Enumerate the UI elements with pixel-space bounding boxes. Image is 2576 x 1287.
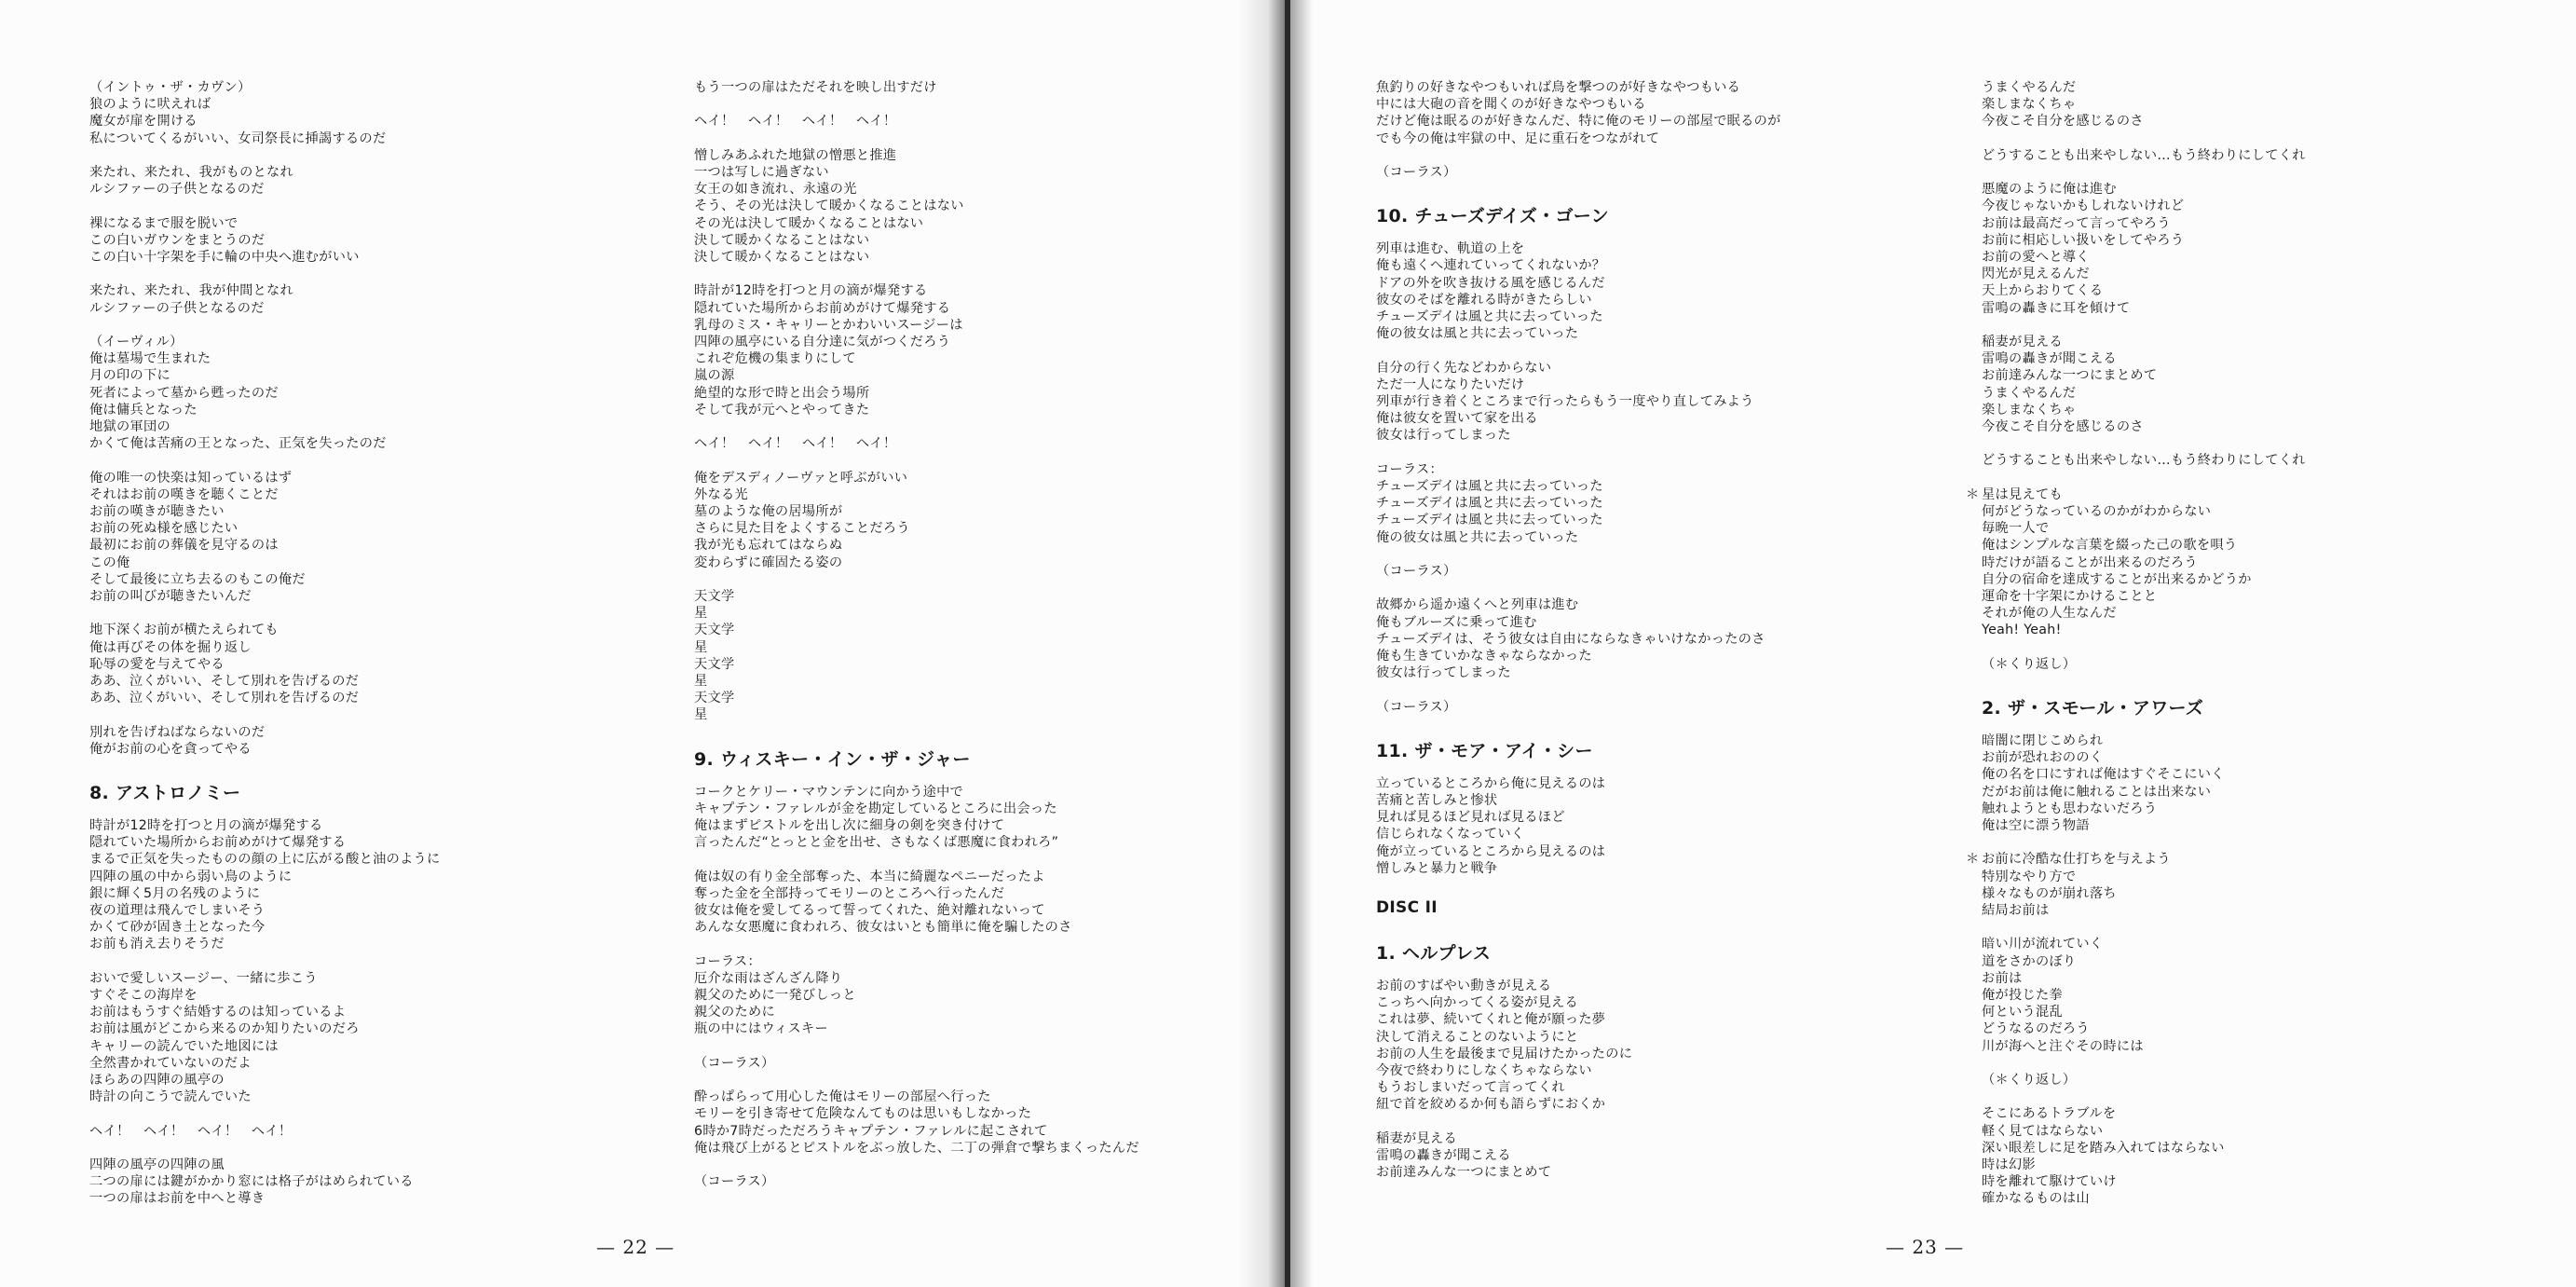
lyric-line: お前はもうすぐ結婚するのは知っているよ (89, 1005, 347, 1020)
lyric-line: （＊くり返し） (1982, 656, 2077, 672)
lyric-line: 天上からおりてくる (1982, 283, 2104, 299)
lyric-stanza (1376, 164, 1935, 181)
lyric-line: ドアの外を吹き抜ける風を感じるんだ (1376, 275, 1605, 291)
lyric-line: そして我が元へとやってきた (694, 402, 870, 418)
lyric-stanza (1376, 596, 1935, 681)
lyric-line: チューズデイは風と共に去っていった (1376, 309, 1603, 325)
lyric-line: 隠れていた場所からお前めがけて爆発する (89, 835, 347, 851)
lyric-line: 憎しみと暴力と戦争 (1376, 860, 1498, 876)
lyric-line: 魚釣りの好きなやつもいれば鳥を撃つのが好きなやつもいる (1376, 80, 1741, 95)
lyric-stanza (694, 1173, 1253, 1190)
lyric-line: お前も消え去りそうだ (89, 937, 225, 952)
lyric-stanza (1376, 360, 1935, 445)
lyric-line: 俺は墓場で生まれた (89, 351, 211, 367)
lyric-stanza (1966, 851, 2541, 919)
lyric-line: 今夜こそ自分を感じるのさ (1982, 419, 2144, 435)
lyric-line: 酔っぱらって用心した俺はモリーの部屋へ行った (694, 1089, 991, 1105)
lyric-line: 運命を十字架にかけることと (1982, 589, 2158, 605)
lyric-line: 瓶の中にはウィスキー (694, 1021, 829, 1037)
lyric-line: 星 (694, 674, 708, 690)
lyric-line: 中には大砲の音を聞くのが好きなやつもいる (1376, 97, 1646, 113)
lyric-line: この俺 (89, 555, 130, 570)
lyric-line: （コーラス） (694, 1174, 775, 1190)
lyric-line: その光は決して暖かくなることはない (694, 215, 924, 231)
lyric-stanza (1376, 563, 1935, 580)
lyric-line: 全然書かれていないのだよ (89, 1055, 252, 1071)
lyric-line: （イーヴィル） (89, 334, 184, 349)
lyric-line: こっちへ向かってくる姿が見える (1376, 995, 1579, 1011)
lyric-line: 厄介な雨はざんざん降り (694, 970, 843, 986)
lyric-line: 今夜じゃないかもしれないけれど (1982, 199, 2185, 214)
lyric-stanza (89, 215, 648, 267)
lyric-line: 決して暖かくなることはない (694, 250, 870, 265)
lyric-line: 俺の名を口にすれば俺はすぐそこにいく (1982, 767, 2225, 783)
lyric-line: だがお前は俺に触れることは出来ない (1982, 784, 2212, 800)
repeat-marker-icon: ＊ (1966, 486, 1980, 502)
lyric-line: 時は幻影 (1982, 1157, 2036, 1173)
lyric-line: お前が恐れおののく (1982, 750, 2104, 766)
lyric-line: 俺をデスディノーヴァと呼ぶがいい (694, 470, 908, 486)
lyric-line: 深い眼差しに足を踏み入れてはならない (1982, 1140, 2225, 1156)
lyric-line: 俺はシンプルな言葉を綴った己の歌を唄う (1982, 538, 2238, 554)
lyric-line: 四陣の風の中から弱い鳥のように (89, 869, 293, 884)
lyric-line: 狼のように吠えれば (89, 97, 211, 113)
song-title: 1. ヘルプレス (1376, 943, 1492, 965)
lyric-line: 星 (694, 707, 708, 723)
lyric-line: 楽しまなくちゃ (1982, 97, 2077, 113)
lyric-line: （イントゥ・ザ・カヴン） (89, 80, 252, 95)
lyric-line: 俺は彼女を置いて家を出る (1376, 411, 1538, 427)
lyric-line: 親父のために (694, 1005, 775, 1020)
lyric-line: チューズデイは風と共に去っていった (1376, 479, 1603, 495)
lyric-line: 今夜で終わりにしなくちゃならない (1376, 1063, 1592, 1079)
lyric-stanza (1982, 334, 2541, 435)
lyric-line: 私についてくるがいい、女司祭長に挿謁するのだ (89, 130, 387, 146)
lyric-line: それが俺の人生なんだ (1982, 606, 2117, 622)
lyric-line: それはお前の嘆きを聴くことだ (89, 486, 279, 502)
lyric-line: （コーラス） (1376, 165, 1457, 180)
lyric-line: 最初にお前の葬儀を見守るのは (89, 538, 279, 554)
lyric-stanza (694, 784, 1253, 852)
lyric-stanza (89, 622, 648, 706)
lyric-line: 乳母のミス・キャリーとかわいいスージーは (694, 317, 963, 333)
lyric-stanza (89, 970, 648, 1106)
lyric-stanza (1982, 181, 2541, 317)
lyric-line: 俺は再びその体を掘り返し (89, 639, 252, 655)
lyric-line (1966, 486, 2541, 503)
lyric-line: 自分の行く先などわからない (1376, 360, 1552, 376)
lyric-line: この白いガウンをまとうのだ (89, 232, 266, 248)
lyric-line: 俺もブルーズに乗って進む (1376, 614, 1537, 630)
lyric-line: 彼女は行ってしまった (1376, 665, 1511, 681)
song-title: 9. ウィスキー・イン・ザ・ジャー (694, 748, 971, 770)
lyric-line: 二つの扉には鍵がかかり窓には格子がはめられている (89, 1174, 414, 1190)
lyric-line: ヘイ！ ヘイ！ ヘイ！ ヘイ！ (694, 114, 897, 130)
lyric-stanza (1376, 461, 1935, 546)
lyric-line: すぐそこの海岸を (89, 988, 198, 1004)
lyric-line: 夜の道理は飛んでしまいそう (89, 903, 266, 919)
lyric-line: 来たれ、来たれ、我が仲間となれ (89, 283, 294, 299)
lyric-line: 触れようとも思わないだろう (1982, 801, 2158, 816)
lyrics-column-2 (694, 79, 1253, 1208)
lyric-line: 見れば見るほど見れば見るほど (1376, 810, 1565, 826)
song-title: 8. アストロノミー (89, 783, 241, 804)
lyric-line: 何がどうなっているのかがわからない (1982, 504, 2212, 519)
lyric-line: ヘイ！ ヘイ！ ヘイ！ ヘイ！ (89, 1123, 293, 1139)
lyric-line: お前は最高だって言ってやろう (1982, 215, 2171, 231)
lyric-line: 彼女は俺を愛してるって誓ってくれた、絶対離れないって (694, 903, 1045, 919)
page-number-right: — 23 — (1886, 1236, 1965, 1258)
lyric-line: 星 (694, 639, 708, 655)
song-title: 2. ザ・スモール・アワーズ (1982, 698, 2204, 719)
lyric-line: 時だけが語ることが出来るのだろう (1982, 555, 2198, 570)
lyric-line: 四陣の風亭にいる自分達に気がつくだろう (694, 335, 951, 349)
lyric-line: お前は (1982, 970, 2023, 986)
lyric-line: 道をさかのぼり (1982, 953, 2077, 969)
lyric-line: 変わらずに確固たる姿の (694, 555, 843, 570)
lyric-line: 俺は傭兵となった (89, 402, 198, 418)
lyric-line: 女王の如き流れ、永遠の光 (694, 182, 857, 198)
lyric-line: もうおしまいだって言ってくれ (1376, 1080, 1565, 1096)
lyric-stanza (1982, 936, 2541, 1054)
lyric-line: 時計が12時を打つと月の滴が爆発する (694, 283, 928, 299)
lyric-line: お前の愛へと導く (1982, 250, 2090, 265)
lyric-line: 確かなるものは山 (1982, 1191, 2090, 1207)
lyric-line: そして最後に立ち去るのもこの俺だ (89, 571, 306, 587)
lyric-stanza (694, 147, 1253, 266)
lyric-line: Yeah! Yeah! (1982, 623, 2062, 638)
lyric-line: 川が海へと注ぐその時には (1982, 1038, 2144, 1054)
lyric-line: チューズデイは風と共に去っていった (1376, 513, 1603, 528)
lyric-line: 憎しみあふれた地獄の憎悪と推進 (694, 147, 897, 163)
lyric-line: お前の死ぬ様を感じたい (89, 521, 239, 537)
lyric-stanza (89, 817, 648, 953)
lyric-line: まるで正気を失ったものの顔の上に広がる酸と油のように (89, 852, 441, 868)
lyric-stanza (1376, 978, 1935, 1114)
lyric-line: 楽しまなくちゃ (1982, 402, 2077, 418)
lyric-line: 決して暖かくなることはない (694, 232, 870, 248)
lyric-line: （＊くり返し） (1982, 1073, 2077, 1088)
lyric-line: 来たれ、来たれ、我がものとなれ (89, 165, 294, 180)
lyric-line: 稲妻が見える (1982, 335, 2063, 349)
lyric-line: 奪った金を全部持ってモリーのところへ行ったんだ (694, 885, 1005, 901)
lyric-line: 俺も生きていかなきゃならなかった (1376, 649, 1592, 664)
lyric-line: チューズデイは、そう彼女は自由にならなきゃいけなかったのさ (1376, 631, 1765, 647)
lyric-stanza (1966, 486, 2541, 639)
lyric-line-text: お前に冷酷な仕打ちを与えよう (1982, 852, 2171, 868)
disc-label: DISC II (1376, 898, 1438, 918)
lyric-line: お前は風がどこから来るのか知りたいのだろ (89, 1021, 360, 1037)
lyric-line: 様々なものが崩れ落ち (1982, 885, 2117, 901)
lyric-line: 俺がお前の心を貪ってやる (89, 741, 252, 757)
lyric-stanza (89, 1157, 648, 1208)
lyric-line: 俺の彼女は風と共に去っていった (1376, 529, 1579, 545)
lyric-line: うまくやるんだ (1982, 385, 2077, 401)
lyric-line: （コーラス） (1376, 699, 1457, 715)
lyric-line: 天文学 (694, 656, 735, 672)
lyric-line: ほらあの四陣の風亭の (89, 1073, 225, 1088)
lyric-line: 俺はまずピストルを出し次に細身の剣を突き付けて (694, 818, 1005, 834)
lyric-line: お前の嘆きが聴きたい (89, 504, 225, 519)
lyric-stanza (89, 79, 648, 147)
lyric-line: 雷鳴の轟きが聞こえる (1376, 1148, 1511, 1164)
lyric-line: 稲妻が見える (1376, 1130, 1457, 1146)
lyric-line: お前に相応しい扱いをしてやろう (1982, 232, 2185, 248)
lyric-line: 彼女のそばを離れる時がきたらしい (1376, 292, 1592, 308)
lyric-line: お前の叫びが聴きたいんだ (89, 589, 252, 605)
lyrics-column-1 (89, 79, 648, 1225)
lyric-line: 銀に輝く5月の名残のように (89, 885, 261, 901)
lyric-line: （コーラス） (694, 1055, 775, 1071)
lyric-line: そこにあるトラブルを (1982, 1106, 2117, 1122)
lyric-line: 我が光も忘れてはならぬ (694, 538, 843, 554)
lyric-line: 毎晩一人で (1982, 521, 2050, 537)
lyric-line: この白い十字架を手に輪の中央へ進むがいい (89, 250, 360, 265)
lyric-line: ルシファーの子供となるのだ (89, 300, 265, 316)
lyric-stanza (1376, 1130, 1935, 1182)
lyric-line: 親父のために一発びしっと (694, 988, 856, 1004)
lyric-line: 嵐の源 (694, 368, 735, 384)
lyric-stanza (694, 869, 1253, 937)
lyrics-column-3 (1376, 79, 1935, 1198)
lyric-stanza (1982, 656, 2541, 673)
lyric-line: 魔女が扉を開ける (89, 114, 198, 130)
lyric-stanza (89, 724, 648, 758)
lyric-line: どうすることも出来やしない…もう終わりにしてくれ (1982, 453, 2306, 469)
lyric-line: 雷鳴の轟きが聞こえる (1982, 351, 2117, 367)
lyric-line: 天文学 (694, 589, 735, 604)
lyric-line: 死者によって墓から甦ったのだ (89, 385, 279, 401)
lyric-line: コークとケリー・マウンテンに向かう途中で (694, 784, 964, 800)
lyric-stanza (1376, 699, 1935, 716)
lyric-line: おいで愛しいスージー、一緒に歩こう (89, 970, 318, 986)
lyric-line: そう、その光は決して暖かくなることはない (694, 199, 964, 214)
lyric-line: 外なる光 (694, 486, 748, 502)
lyric-line: 特別なやり方で (1982, 869, 2077, 884)
lyric-line: 天文学 (694, 623, 735, 638)
lyric-line: 俺の唯一の快楽は知っているはず (89, 470, 293, 486)
lyric-line: 俺が立っているところから見えるのは (1376, 843, 1606, 859)
lyric-line: 時を離れて駆けていけ (1982, 1174, 2117, 1190)
lyric-line: 結局お前は (1982, 903, 2050, 919)
lyric-line: お前のすばやい動きが見える (1376, 979, 1552, 994)
lyric-line: 恥辱の愛を与えてやる (89, 656, 225, 672)
lyric-line: 閃光が見えるんだ (1982, 267, 2090, 282)
lyric-line (1966, 851, 2541, 868)
lyric-line: 軽く見てはならない (1982, 1123, 2104, 1139)
lyric-line: 俺は空に漂う物語 (1982, 818, 2090, 834)
lyric-line: 彼女は行ってしまった (1376, 428, 1511, 444)
lyric-line: ヘイ！ ヘイ！ ヘイ！ ヘイ！ (694, 436, 897, 452)
lyric-line: コーラス： (1376, 461, 1444, 477)
lyric-line: これは夢、続いてくれと俺が願った夢 (1376, 1012, 1606, 1028)
lyric-line: 星 (694, 606, 708, 622)
lyric-line: 6時か7時だっただろうキャプテン・ファレルに起こされて (694, 1123, 1048, 1139)
lyric-stanza (89, 1123, 648, 1140)
lyric-line: 裸になるまで服を脱いで (89, 215, 239, 231)
lyric-line: 墓のような俺の居場所が (694, 504, 843, 519)
lyric-line: チューズデイは風と共に去っていった (1376, 496, 1603, 512)
lyric-line: 四陣の風亭の四陣の風 (89, 1157, 225, 1173)
lyric-line: お前達みんな一つにまとめて (1376, 1165, 1552, 1181)
lyric-line: （コーラス） (1376, 564, 1457, 580)
lyric-line: 自分の宿命を達成することが出来るかどうか (1982, 571, 2252, 587)
lyric-line: 雷鳴の轟きに耳を傾けて (1982, 300, 2131, 316)
gutter-shadow-right (1290, 0, 1313, 1287)
lyric-line: 隠れていた場所からお前めがけて爆発する (694, 300, 951, 316)
lyric-line: 時計が12時を打つと月の滴が爆発する (89, 818, 323, 834)
lyric-line-text: 星は見えても (1982, 486, 2063, 502)
lyric-stanza (1982, 147, 2541, 164)
lyric-line: ルシファーの子供となるのだ (89, 182, 265, 198)
lyric-line: 何という混乱 (1982, 1005, 2063, 1020)
lyric-line: 列車は進む、軌道の上を (1376, 241, 1525, 257)
lyric-line: 地下深くお前が横たえられても (89, 623, 279, 638)
lyric-stanza (1982, 732, 2541, 834)
lyric-line: 列車が行き着くところまで行ったらもう一度やり直してみよう (1376, 394, 1754, 410)
lyric-line: もう一つの扉はただそれを映し出すだけ (694, 80, 937, 95)
lyric-stanza (694, 953, 1253, 1038)
lyric-stanza (1376, 775, 1935, 877)
lyric-stanza (1982, 1072, 2541, 1088)
lyric-line: 一つは写しに過ぎない (694, 164, 829, 180)
lyrics-column-4 (1966, 79, 2541, 1225)
lyric-line: どうなるのだろう (1982, 1021, 2090, 1037)
lyric-line: 立っているところから俺に見えるのは (1376, 775, 1606, 791)
lyric-line: かくて俺は苦痛の王となった、正気を失ったのだ (89, 436, 387, 452)
lyric-stanza (1376, 240, 1935, 342)
lyric-stanza (694, 435, 1253, 452)
lyric-line: 別れを告げねばならないのだ (89, 724, 266, 740)
lyric-stanza (89, 164, 648, 198)
lyric-line: ああ、泣くがいい、そして別れを告げるのだ (89, 674, 360, 690)
lyric-line: だけど俺は眠るのが好きなんだ、特に俺のモリーの部屋で眠るのが (1376, 114, 1781, 130)
lyric-line: 地獄の軍団の (89, 419, 170, 434)
lyric-line: うまくやるんだ (1982, 80, 2077, 95)
lyric-line: 暗い川が流れていく (1982, 937, 2104, 952)
lyric-stanza (694, 282, 1253, 418)
song-title: 10. チューズデイズ・ゴーン (1376, 206, 1609, 227)
lyric-line: 月の印の下に (89, 368, 170, 384)
lyric-line: 俺も遠くへ連れていってくれないか？ (1376, 258, 1606, 274)
lyric-stanza (694, 470, 1253, 571)
lyric-line: 時計の向こうで読んでいた (89, 1089, 252, 1105)
lyric-line: でも今の俺は牢獄の中、足に重石をつながれて (1376, 130, 1660, 146)
lyric-line: 今夜こそ自分を感じるのさ (1982, 114, 2144, 130)
lyric-line: かくて砂が固き土となった今 (89, 920, 266, 936)
lyric-line: 言ったんだ“とっとと金を出せ、さもなくば悪魔に食われろ” (694, 835, 1059, 851)
lyric-line: 絶望的な形で時と出会う場所 (694, 385, 870, 401)
page-number-left: — 22 — (596, 1236, 675, 1258)
lyric-stanza (1982, 1105, 2541, 1207)
lyric-stanza (694, 79, 1253, 96)
lyric-line: 俺は飛び上がるとピストルをぶっ放した、二丁の弾倉で撃ちまくったんだ (694, 1140, 1139, 1156)
lyric-stanza (694, 113, 1253, 130)
lyric-stanza (694, 588, 1253, 724)
lyric-stanza (1982, 452, 2541, 469)
lyric-line: 俺の彼女は風と共に去っていった (1376, 326, 1579, 342)
lyric-line: お前の人生を最後まで見届けたかったのに (1376, 1046, 1633, 1061)
lyric-stanza (89, 334, 648, 452)
lyric-line: 紐で首を絞めるか何も語らずにおくか (1376, 1097, 1606, 1113)
lyric-line: さらに見た目をよくすることだろう (694, 521, 910, 537)
lyric-line: 俺は奴の有り金全部奪った、本当に綺麗なペニーだったよ (694, 869, 1045, 884)
lyric-line: どうすることも出来やしない…もう終わりにしてくれ (1982, 147, 2306, 163)
lyric-stanza (89, 470, 648, 606)
lyric-stanza (694, 1088, 1253, 1157)
lyric-stanza (694, 1055, 1253, 1072)
lyric-line: 故郷から遥か遠くへと列車は進む (1376, 597, 1579, 613)
lyric-line: キャプテン・ファレルが金を勘定しているところに出会った (694, 801, 1057, 816)
lyric-line: コーラス： (694, 953, 762, 969)
lyric-line: 俺が投じた拳 (1982, 988, 2063, 1004)
lyric-line: お前達みんな一つにまとめて (1982, 368, 2158, 384)
lyric-line: 苦痛と苦しみと惨状 (1376, 793, 1498, 809)
lyric-line: ただ一人になりたいだけ (1376, 377, 1525, 392)
repeat-marker-icon: ＊ (1966, 852, 1980, 868)
lyric-line: 暗闇に閉じこめられ (1982, 733, 2104, 749)
lyric-line: 信じられなくなっていく (1376, 827, 1525, 842)
lyric-stanza (1376, 79, 1935, 147)
lyric-line: 天文学 (694, 691, 735, 706)
lyric-line: あんな女悪魔に食われろ、彼女はいとも簡単に俺を騙したのさ (694, 920, 1072, 936)
lyric-line: 悪魔のように俺は進む (1982, 182, 2117, 198)
lyric-line: これぞ危機の集まりにして (694, 351, 856, 367)
lyric-line: 決して消えることのないようにと (1376, 1029, 1579, 1045)
lyric-stanza (89, 282, 648, 316)
lyric-stanza (1982, 79, 2541, 130)
lyric-line: 一つの扉はお前を中へと導き (89, 1191, 266, 1207)
song-title: 11. ザ・モア・アイ・シー (1376, 740, 1593, 761)
lyric-line: ああ、泣くがいい、そして別れを告げるのだ (89, 691, 360, 706)
lyric-line: モリーを引き寄せて危険なんてものは思いもしなかった (694, 1106, 1032, 1122)
lyric-line: キャリーの読んでいた地図には (89, 1038, 279, 1054)
